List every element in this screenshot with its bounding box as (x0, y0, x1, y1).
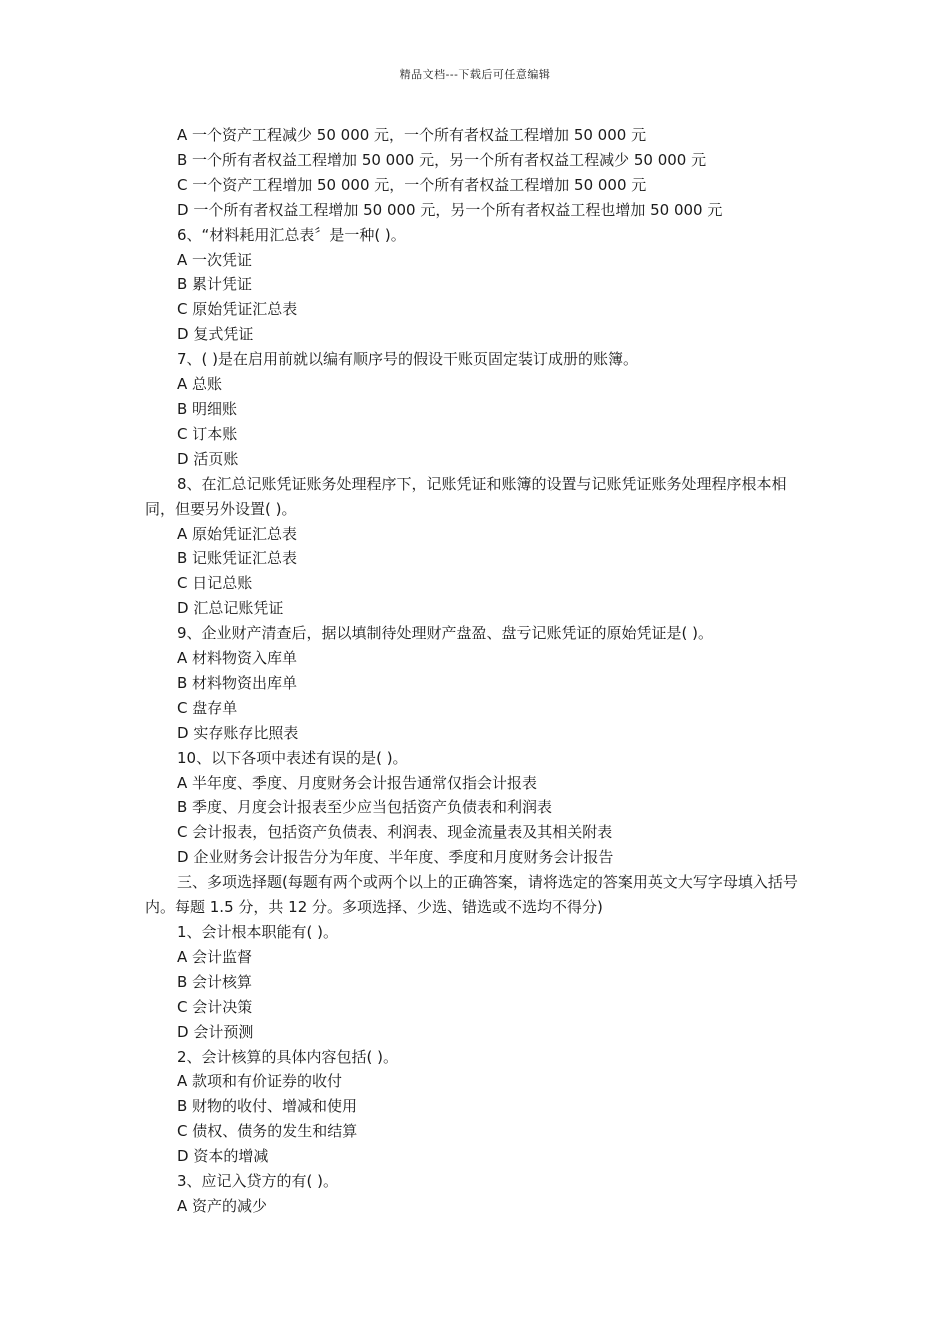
text-line: 1、会计根本职能有( )。 (177, 923, 339, 941)
text-line: C 会计决策 (177, 997, 253, 1016)
text-line: B 明细账 (177, 399, 238, 418)
text-line: A 总账 (177, 375, 223, 394)
text-line: B 累计凭证 (177, 275, 253, 294)
text-line: A 款项和有价证券的收付 (177, 1072, 343, 1091)
text-line: A 会计监督 (177, 947, 253, 966)
text-line: 8、在汇总记账凭证账务处理程序下，记账凭证和账簿的设置与记账凭证账务处理程序根本相同，但要另外设置( )。 (145, 474, 787, 518)
page-header: 精品文档---下载后可任意编辑 (399, 68, 551, 81)
text-line: B 会计核算 (177, 972, 253, 991)
text-line: D 汇总记账凭证 (177, 599, 284, 618)
text-line: 6、“材料耗用汇总表〞是一种( )。 (177, 225, 406, 244)
text-line: D 资本的增减 (177, 1147, 269, 1166)
text-line: 9、企业财产清查后，据以填制待处理财产盘盈、盘亏记账凭证的原始凭证是( )。 (177, 624, 714, 643)
text-line: 7、( )是在启用前就以编有顺序号的假设干账页固定装订成册的账簿。 (177, 350, 639, 369)
text-line: A 一次凭证 (177, 250, 253, 269)
text-line: C 盘存单 (177, 698, 238, 717)
text-line: A 材料物资入库单 (177, 649, 298, 668)
text-line: A 一个资产工程减少 50 000 元，一个所有者权益工程增加 50 000 元 (177, 126, 647, 144)
text-line: D 复式凭证 (177, 325, 254, 344)
text-line: D 一个所有者权益工程增加 50 000 元，另一个所有者权益工程也增加 50 000 元 (177, 200, 723, 219)
text-line: C 原始凭证汇总表 (177, 300, 298, 319)
text-line: D 实存账存比照表 (177, 723, 299, 742)
text-line: B 一个所有者权益工程增加 50 000 元，另一个所有者权益工程减少 50 000 元 (177, 150, 707, 169)
text-line: 3、应记入贷方的有( )。 (177, 1172, 339, 1191)
text-line: C 一个资产工程增加 50 000 元，一个所有者权益工程增加 50 000 元 (177, 175, 647, 194)
text-line: A 半年度、季度、月度财务会计报告通常仅指会计报表 (177, 773, 538, 792)
text-line: 10、以下各项中表述有误的是( )。 (177, 748, 408, 767)
text-line: C 日记总账 (177, 574, 253, 593)
text-line: C 订本账 (177, 424, 238, 443)
text-line: A 资产的减少 (177, 1196, 268, 1215)
text-line: D 会计预测 (177, 1022, 254, 1041)
text-line: 2、会计核算的具体内容包括( )。 (177, 1047, 399, 1066)
text-line: 三、多项选择题(每题有两个或两个以上的正确答案，请将选定的答案用英文大写字母填入括号内。每题 1.5 分，共 12 分。多项选择、少选、错选或不选均不得分) (145, 873, 798, 917)
document-body (145, 123, 810, 1219)
text-line: B 记账凭证汇总表 (177, 549, 298, 568)
text-line: D 企业财务会计报告分为年度、半年度、季度和月度财务会计报告 (177, 848, 614, 867)
text-line: B 季度、月度会计报表至少应当包括资产负债表和利润表 (177, 798, 553, 817)
text-line: B 财物的收付、增减和使用 (177, 1097, 358, 1116)
text-line: D 活页账 (177, 449, 239, 468)
text-line: C 债权、债务的发生和结算 (177, 1122, 358, 1141)
text-line: B 材料物资出库单 (177, 673, 298, 692)
text-line: C 会计报表，包括资产负债表、利润表、现金流量表及其相关附表 (177, 823, 613, 842)
text-line: A 原始凭证汇总表 (177, 524, 298, 543)
